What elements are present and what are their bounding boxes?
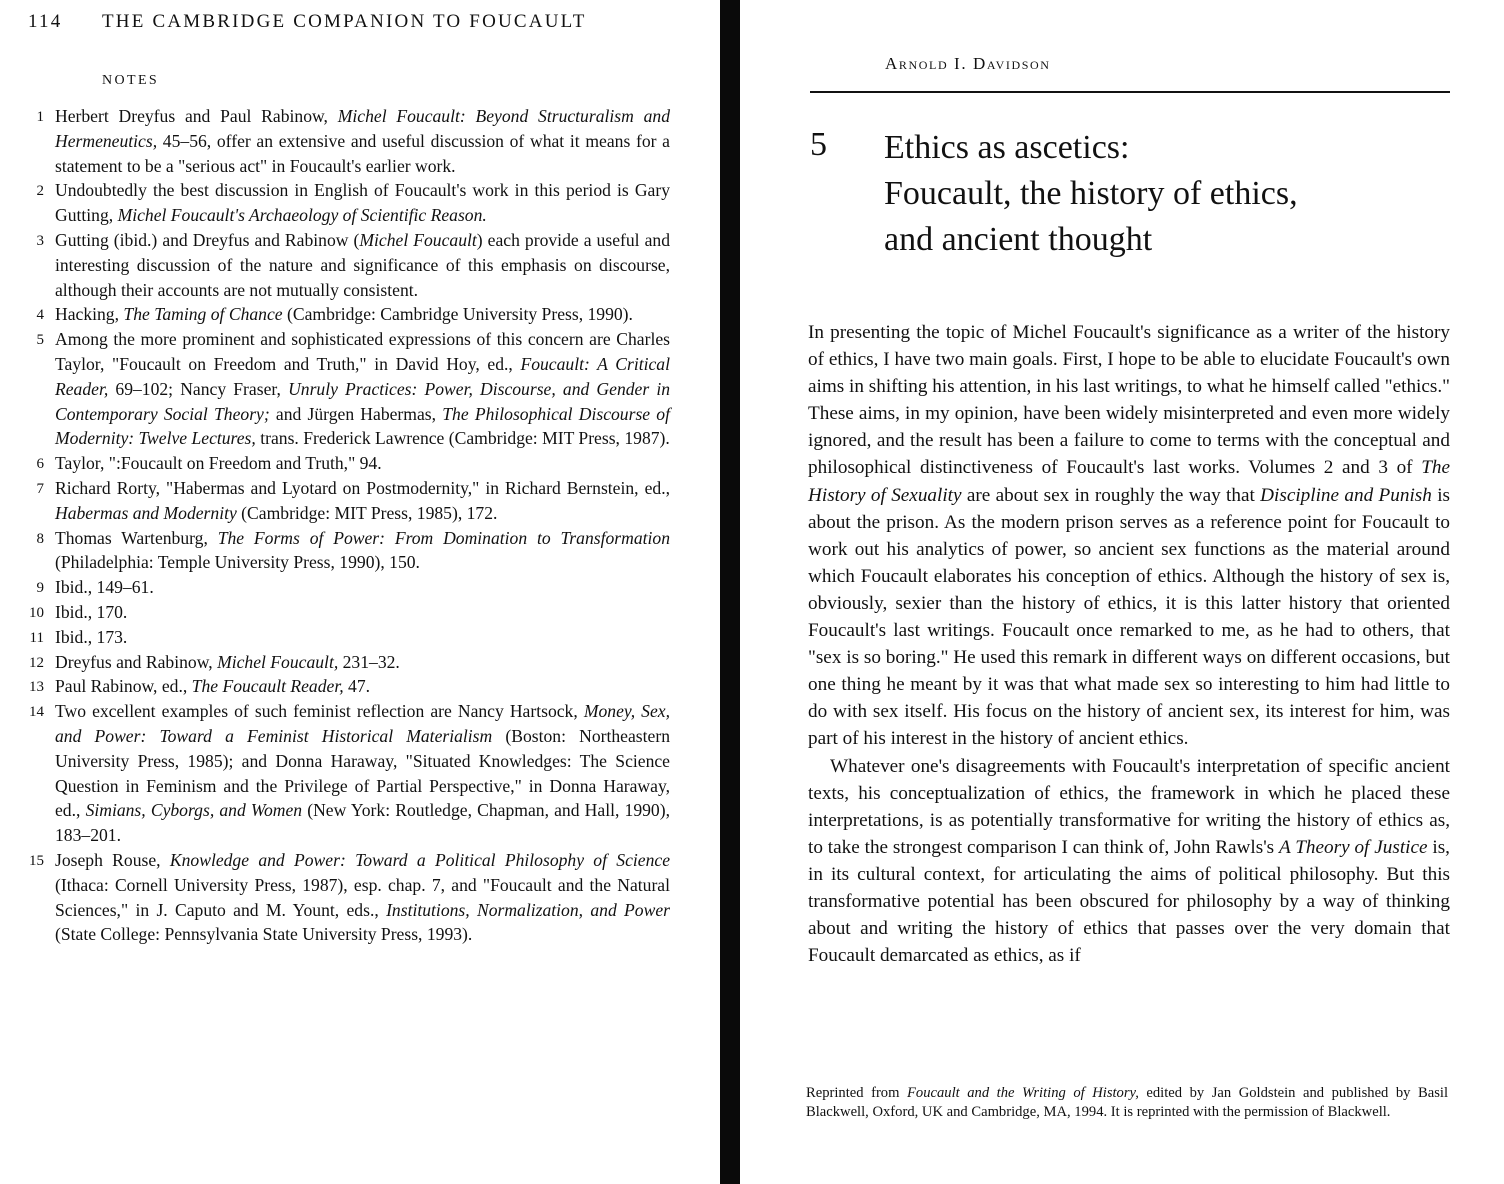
italic-text: Money, Sex, and Power: Toward a Feminist Historical Materialism (55, 701, 670, 746)
running-head-title: THE CAMBRIDGE COMPANION TO FOUCAULT (102, 11, 587, 32)
text-run: (State College: Pennsylvania State University Press, 1993). (55, 924, 473, 945)
italic-text: Unruly Practices: Power, Discourse, and Gender in Contemporary Social Theory; (55, 378, 671, 424)
text-run: (Cambridge: MIT Press, 1985), 172. (236, 502, 498, 523)
text-run: (Cambridge: Cambridge University Press, 1990). (282, 304, 633, 325)
note-item (20, 674, 670, 699)
note-item (20, 625, 670, 650)
note-item (20, 178, 670, 228)
italic-text: The Taming of Chance (123, 304, 283, 325)
note-item (20, 650, 670, 675)
text-run: Among the more prominent and sophisticated expressions of this concern are Charles Taylor, "Foucault on Freedom and Truth," in David Hoy, ed., (55, 329, 670, 374)
right-page (740, 0, 1504, 1184)
note-number: 4 (36, 307, 44, 324)
italic-text: Knowledge and Power: Toward a Political Philosophy of Science (169, 849, 671, 870)
text-run: Whatever one's disagreements with Foucault's interpretation of specific ancient texts, his conceptualization of ethics, the framework in which he placed these interpretations, is as potentially transformative for writing the history of ethics as, to take the strongest comparison I can think of, John Rawls's (808, 755, 1450, 858)
note-number: 13 (29, 679, 44, 696)
text-run: are about sex in roughly the way that (961, 484, 1261, 506)
text-run: (New York: Routledge, Chapman, and Hall, 1990), 183–201. (55, 800, 670, 846)
chapter-title-line: Foucault, the history of ethics, (884, 175, 1298, 212)
italic-text: Michel Foucault: Beyond Structuralism and Hermeneutics, (55, 106, 670, 151)
italic-text: Discipline and Punish (1260, 484, 1432, 506)
text-run: 69–102; Nancy Fraser, (108, 378, 289, 399)
page-number: 114 (28, 11, 63, 32)
italic-text: Habermas and Modernity (55, 502, 237, 523)
note-number: 2 (36, 183, 44, 200)
text-run: In presenting the topic of Michel Foucault's significance as a writer of the history of ethics, I have two main goals. First, I hope to be able to elucidate Foucault's own aims in shifting his attention, in his last writings, to what he himself called "ethics." These aims, in my opinion, have been widely misinterpreted and even more widely ignored, and the result has been a failure to come to terms with the conceptual and philosophical distinctiveness of Foucault's last works. Volumes 2 and 3 of (808, 322, 1450, 479)
text-run: Two excellent examples of such feminist reflection are Nancy Hartsock, (55, 701, 584, 722)
italic-text: Michel Foucault's Archaeology of Scientific Reason. (117, 205, 487, 226)
italic-text: Foucault and the Writing of History, (907, 1085, 1139, 1101)
text-run: 231–32. (338, 651, 400, 672)
note-item (20, 526, 670, 576)
note-item (20, 476, 670, 526)
note-number: 14 (29, 704, 44, 721)
note-item (20, 228, 670, 302)
notes-list (20, 104, 670, 947)
text-run: 45–56, offer an extensive and useful discussion of what it means for a statement to be a "serious act" in Foucault's earlier work. (55, 130, 670, 176)
chapter-author: Arnold I. Davidson (885, 54, 1051, 73)
note-number: 11 (29, 629, 44, 646)
note-number: 12 (29, 654, 44, 671)
text-run: 47. (343, 676, 371, 697)
italic-text: Michel Foucault (359, 229, 477, 250)
body-paragraph (808, 319, 1450, 753)
note-number: 6 (36, 456, 44, 473)
italic-text: Foucault: A Critical Reader, (55, 353, 670, 399)
note-number: 15 (29, 852, 44, 869)
italic-text: Michel Foucault, (217, 651, 339, 672)
text-run: trans. Frederick Lawrence (Cambridge: MIT Press, 1987). (255, 428, 670, 449)
note-number: 9 (36, 580, 44, 597)
chapter-number: 5 (810, 126, 827, 163)
text-run: is, in its cultural context, for articulating the aims of political philosophy. But this transformative potential has been obscured for philosophy by a way of thinking about and writing the history of ethics that passes over the very domain that Foucault demarcated as ethics, as if (808, 836, 1450, 967)
italic-text: The Forms of Power: From Domination to Transformation (217, 527, 670, 548)
note-item (20, 848, 670, 947)
note-number: 8 (36, 530, 44, 547)
note-number: 1 (36, 109, 44, 125)
chapter-title (884, 125, 1444, 263)
notes-heading: NOTES (102, 73, 160, 88)
italic-text: Simians, Cyborgs, and Women (85, 800, 303, 821)
note-number: 3 (36, 232, 44, 249)
italic-text: A Theory of Justice (1279, 836, 1428, 858)
chapter-title-line: and ancient thought (884, 221, 1153, 258)
italic-text: The History of Sexuality (808, 457, 1450, 506)
note-item (20, 699, 670, 848)
note-item (20, 600, 670, 625)
note-item (20, 327, 670, 451)
text-run: is about the prison. As the modern prison serves as a reference point for Foucault to work out his analytics of power, so ancient sex functions as the material around which Foucault elaborates his conception of ethics. Although the history of sex is, obviously, sexier than the history of ethics, it is this latter history that oriented Foucault's last writings. Foucault once remarked to me, as he had to others, that "sex is so boring." He used this remark in different ways on different occasions, but one thing he meant by it was that what made sex so interesting to him had little to do with sex itself. His focus on the history of ancient sex, its interest for him, was part of his interest in the history of ancient ethics. (808, 484, 1450, 750)
note-number: 7 (36, 480, 44, 497)
chapter-body (808, 319, 1450, 969)
book-gutter (720, 0, 740, 1184)
text-run: Herbert Dreyfus and Paul Rabinow, (55, 106, 338, 126)
text-run: (Ithaca: Cornell University Press, 1987), esp. chap. 7, and "Foucault and the Natural Sciences," in J. Caputo and M. Yount, eds., (55, 874, 670, 920)
text-run: Undoubtedly the best discussion in English of Foucault's work in this period is Gary Gutting, (55, 180, 670, 226)
body-paragraph (808, 753, 1450, 970)
text-run: Ibid., 170. (55, 601, 128, 622)
text-run: Hacking, (55, 304, 124, 325)
note-number: 5 (36, 332, 44, 349)
text-run: Thomas Wartenburg, (55, 527, 218, 548)
text-run: Dreyfus and Rabinow, (55, 651, 218, 672)
note-item (20, 451, 670, 476)
text-run: Paul Rabinow, ed., (55, 676, 192, 697)
italic-text: The Philosophical Discourse of Modernity: Twelve Lectures, (55, 403, 670, 449)
running-head (28, 11, 587, 33)
reprint-note (806, 1084, 1448, 1121)
text-run: Ibid., 149–61. (55, 577, 154, 598)
text-run: Ibid., 173. (55, 626, 128, 647)
italic-text: The Foucault Reader, (191, 676, 344, 697)
chapter-title-line: Ethics as ascetics: (884, 129, 1130, 166)
text-run: (Philadelphia: Temple University Press, 1990), 150. (55, 552, 420, 573)
text-run: Joseph Rouse, (55, 849, 170, 870)
text-run: and Jürgen Habermas, (269, 403, 443, 424)
note-item (20, 575, 670, 600)
note-number: 10 (29, 604, 44, 621)
note-item (20, 302, 670, 327)
note-item (20, 104, 670, 178)
text-run: ) each provide a useful and interesting discussion of the nature and significance of this emphasis on discourse, although their accounts are not mutually consistent. (55, 229, 670, 300)
italic-text: Institutions, Normalization, and Power (386, 899, 670, 920)
text-run: (Boston: Northeastern University Press, 1985); and Donna Haraway, "Situated Knowledges: The Science Question in Feminism and the Privilege of Partial Perspective," in Donna Haraway, ed., (55, 725, 670, 821)
text-run: Gutting (ibid.) and Dreyfus and Rabinow ( (55, 229, 360, 250)
text-run: edited by Jan Goldstein and published by Basil Blackwell, Oxford, UK and Cambridge, MA, 1994. It is reprinted with the permission of Blackwell. (806, 1085, 1449, 1120)
text-run: Richard Rorty, "Habermas and Lyotard on Postmodernity," in Richard Bernstein, ed., (55, 477, 670, 498)
left-page (0, 0, 718, 1184)
header-rule (810, 91, 1450, 93)
text-run: Taylor, ":Foucault on Freedom and Truth," 94. (55, 453, 382, 474)
text-run: Reprinted from (806, 1085, 907, 1101)
